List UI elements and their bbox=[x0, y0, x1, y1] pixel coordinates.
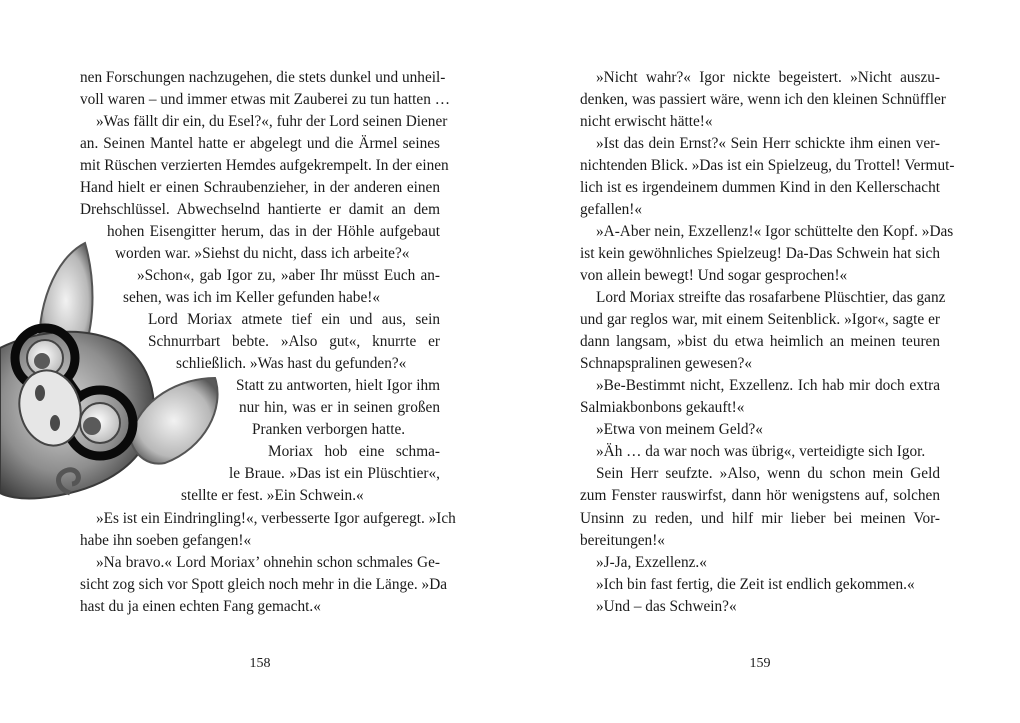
text-line: »J-Ja, Exzellenz.« bbox=[596, 554, 707, 571]
text-line: denken, was passiert wäre, wenn ich den kleinen Schnüffler bbox=[580, 91, 946, 108]
text-line: von allein bewegt! Und sogar gesprochen!« bbox=[580, 267, 848, 284]
text-line: »Nicht wahr?« Igor nickte begeistert. »Nicht auszu- bbox=[596, 69, 940, 86]
text-line: voll waren – und immer etwas mit Zauberei zu tun hatten … bbox=[80, 91, 450, 108]
text-line: »Schon«, gab Igor zu, »aber Ihr müsst Euch an- bbox=[137, 267, 440, 284]
text-line: dann langsam, »bist du etwa heimlich an meinen teuren bbox=[580, 333, 940, 350]
text-line: gefallen!« bbox=[580, 201, 643, 218]
text-line: Schnurrbart bebte. »Also gut«, knurrte er bbox=[148, 333, 440, 350]
text-line: »Be-Bestimmt nicht, Exzellenz. Ich hab mir doch extra bbox=[596, 377, 940, 394]
text-line: worden war. »Siehst du nicht, dass ich arbeite?« bbox=[115, 245, 410, 262]
text-line: Moriax hob eine schma- bbox=[268, 443, 440, 460]
text-line: schließlich. »Was hast du gefunden?« bbox=[176, 355, 407, 372]
page-number: 158 bbox=[249, 656, 271, 671]
text-line: und gar reglos war, mit einem Seitenblick. »Igor«, sagte er bbox=[580, 311, 940, 328]
text-line: nur hin, was er in seinen großen bbox=[239, 399, 440, 416]
text-line: habe ihn soeben gefangen!« bbox=[80, 532, 252, 549]
text-line: »Äh … da war noch was übrig«, verteidigte sich Igor. bbox=[596, 443, 926, 460]
text-line: hohen Eisengitter herum, das in der Höhle aufgebaut bbox=[107, 223, 440, 240]
text-line: le Braue. »Das ist ein Plüschtier«, bbox=[229, 465, 440, 482]
page-number: 159 bbox=[749, 656, 771, 671]
text-line: »Es ist ein Eindringling!«, verbesserte Igor aufgeregt. »Ich bbox=[96, 510, 456, 527]
text-line: ist kein gewöhnliches Spielzeug! Da-Das Schwein hat sich bbox=[580, 245, 940, 262]
text-line: »Was fällt dir ein, du Esel?«, fuhr der Lord seinen Diener bbox=[96, 113, 448, 130]
text-line: »Etwa von meinem Geld?« bbox=[596, 421, 763, 438]
text-line: Drehschlüssel. Abwechselnd hantierte er damit an dem bbox=[80, 201, 440, 218]
text-line: Pranken verborgen hatte. bbox=[252, 421, 406, 438]
text-line: Unsinn zu reden, und hilf mir lieber bei meinen Vor- bbox=[580, 510, 940, 527]
text-line: sicht zog sich vor Spott gleich noch mehr in die Länge. »Da bbox=[80, 576, 448, 593]
text-line: Hand hielt er einen Schraubenzieher, in der anderen einen bbox=[80, 179, 440, 196]
text-line: »A-Aber nein, Exzellenz!« Igor schüttelte den Kopf. »Das bbox=[596, 223, 954, 240]
text-line: zum Fenster rauswirfst, dann hör wenigstens auf, solchen bbox=[580, 487, 940, 504]
text-line: »Ist das dein Ernst?« Sein Herr schickte ihm einen ver- bbox=[596, 135, 940, 152]
text-line: »Na bravo.« Lord Moriax’ ohnehin schon schmales Ge- bbox=[96, 554, 440, 571]
text-line: Schnapspralinen gewesen?« bbox=[580, 355, 753, 372]
text-line: hast du ja einen echten Fang gemacht.« bbox=[80, 598, 321, 615]
text-line: mit Rüschen verzierten Hemdes aufgekrempelt. In der einen bbox=[80, 157, 449, 174]
text-line: stellte er fest. »Ein Schwein.« bbox=[181, 487, 364, 504]
text-line: Salmiakbonbons gekauft!« bbox=[580, 399, 745, 416]
text-line: lich ist es irgendeinem dummen Kind in den Kellerschacht bbox=[580, 179, 940, 196]
text-line: Statt zu antworten, hielt Igor ihm bbox=[236, 377, 440, 394]
right-page bbox=[510, 0, 1020, 723]
text-line: sehen, was ich im Keller gefunden habe!« bbox=[123, 289, 380, 306]
text-line: nicht erwischt hätte!« bbox=[580, 113, 713, 130]
text-line: Sein Herr seufzte. »Also, wenn du schon mein Geld bbox=[596, 465, 940, 482]
text-line: an. Seinen Mantel hatte er abgelegt und die Ärmel seines bbox=[80, 135, 440, 152]
text-line: nen Forschungen nachzugehen, die stets dunkel und unheil- bbox=[80, 69, 446, 86]
text-line: Lord Moriax atmete tief ein und aus, sein bbox=[148, 311, 440, 328]
text-line: »Und – das Schwein?« bbox=[596, 598, 737, 615]
text-line: bereitungen!« bbox=[580, 532, 665, 549]
text-line: »Ich bin fast fertig, die Zeit ist endlich gekommen.« bbox=[596, 576, 915, 593]
text-line: Lord Moriax streifte das rosafarbene Plüschtier, das ganz bbox=[596, 289, 946, 306]
text-line: nichtenden Blick. »Das ist ein Spielzeug, du Trottel! Vermut- bbox=[580, 157, 955, 174]
